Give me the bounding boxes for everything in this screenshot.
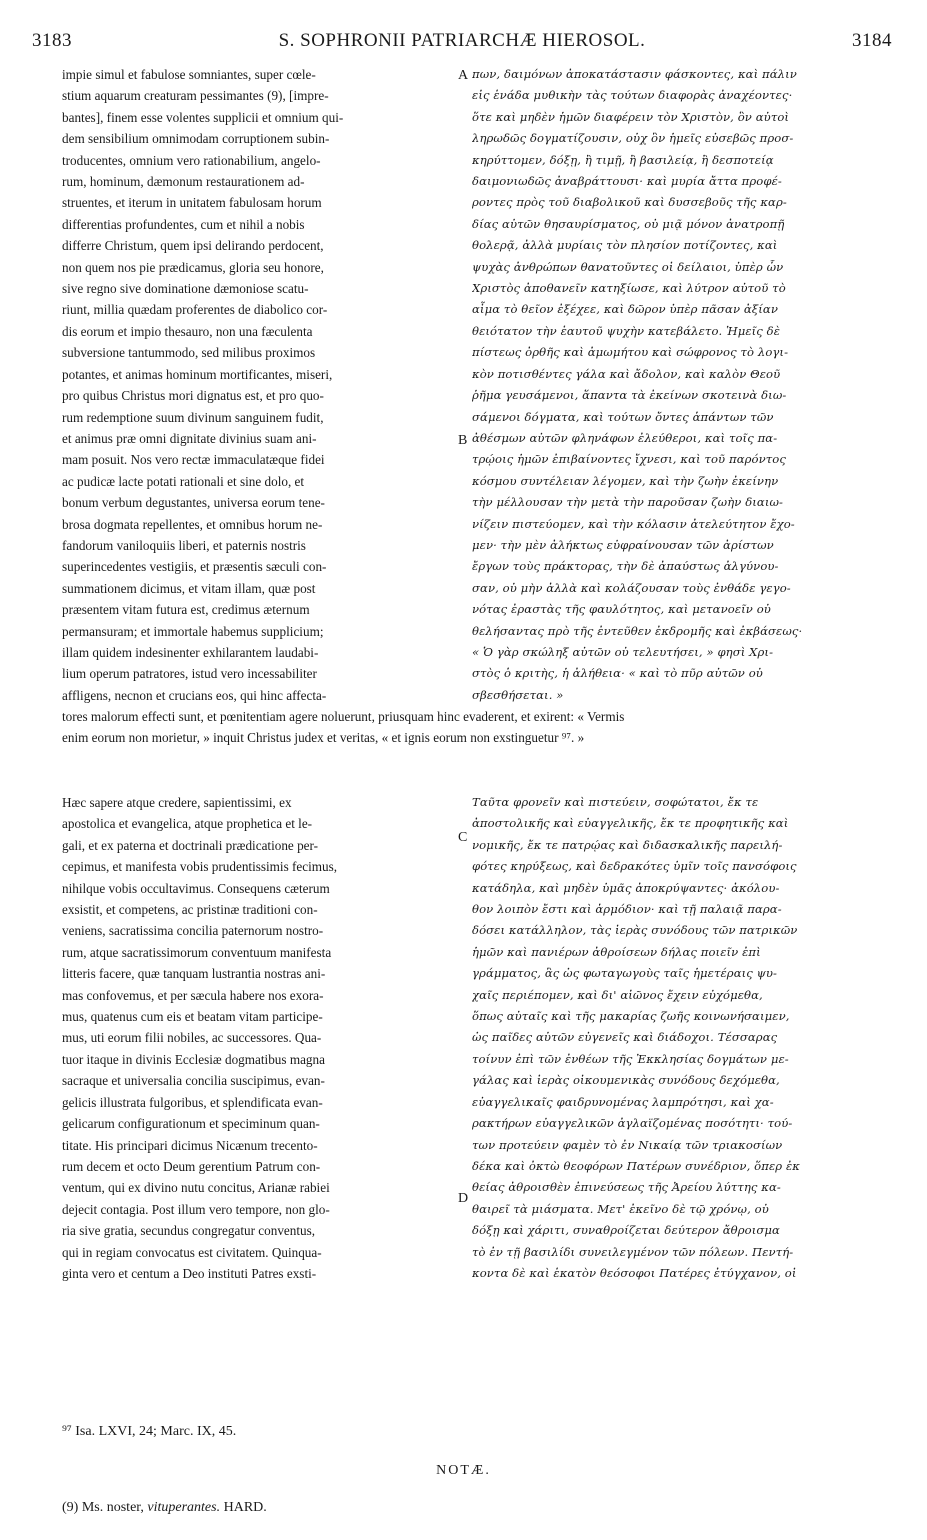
text-line: sacraque et universalia concilia suscipimus, evan- [62, 1073, 325, 1089]
text-line: mus, quatenus cum eis et beatam vitam participe- [62, 1009, 323, 1025]
text-line: θαιρεῖ τὰ μιάσματα. Μετ' ἐκεῖνο δὲ τῷ χρόνῳ, οὐ [472, 1201, 769, 1216]
text-line: sive regno sive dominatione dæmoniose scatu- [62, 281, 309, 297]
full-width-text [62, 706, 892, 749]
text-line: ῥῆμα γευσάμενοι, ἅπαντα τὰ ἐκείνων σκοτεινὰ διω- [472, 388, 787, 403]
text-line: εἰς ἑνάδα μυθικὴν τὰς τούτων διαφορὰς ἀναχέοντες· [472, 88, 793, 103]
text-line: summationem dicimus, et vitam illam, quæ post [62, 580, 316, 596]
section-marker-b: B [458, 433, 468, 448]
text-line: δαιμονιωδῶς ἀναβράττουσι· καὶ μυρία ἄττα προφέ- [472, 174, 782, 189]
text-line: tuor itaque in divinis Ecclesiæ dogmatibus magna [62, 1051, 325, 1067]
section-marker-c: C [458, 830, 468, 845]
note-number: (9) [62, 1500, 79, 1515]
text-line: tores malorum effecti sunt, et pœnitentiam agere noluerunt, priusquam hinc evaderent, et exirent: « Vermis [62, 709, 625, 724]
text-line: bonum verbum degustantes, universa eorum tene- [62, 495, 325, 511]
text-line: πίστεως ὀρθῆς καὶ ἀμωμήτου καὶ σώφρονος τὸ λογι- [472, 345, 789, 360]
text-line: θείας ἀθροισθὲν ἐπινεύσεως τῆς Ἀρείου λύττης κα- [472, 1180, 781, 1195]
text-line: πων, δαιμόνων ἀποκατάστασιν φάσκοντες, καὶ πάλιν [472, 67, 797, 81]
text-line: τὴν μέλλουσαν τὴν μετὰ τὴν παροῦσαν ζωὴν διαιω- [472, 495, 784, 510]
text-line: ἀποστολικῆς καὶ εὐαγγελικῆς, ἔκ τε προφητικῆς καὶ [472, 816, 789, 831]
text-line: θειότατον τὴν ἑαυτοῦ ψυχὴν κατεβάλετο. Ἡμεῖς δὲ [472, 323, 781, 338]
text-line: subversione tantummodo, sed milibus proximos [62, 345, 316, 361]
text-line: νίζειν πιστεύομεν, καὶ τὴν κόλασιν ἀτελεύτητον ἔχο- [472, 516, 795, 531]
text-line: κὸν ποτισθέντες γάλα καὶ ἄδολον, καὶ καλὸν Θεοῦ [472, 366, 781, 381]
text-line: cepimus, et manifesta vobis prudentissimis fecimus, [62, 859, 338, 875]
text-line: δόξῃ καὶ χάριτι, συναθροίζεται δεύτερον ἄθροισμα [472, 1223, 780, 1238]
text-line: τρῴοις ἡμῶν ἐπιβαίνοντες ἴχνεσι, καὶ τοῦ παρόντος [472, 452, 786, 467]
text-line: rum, atque sacratissimorum conventuum manifesta [62, 944, 332, 960]
column-number-right: 3184 [852, 30, 892, 51]
text-line: litteris facere, quæ tanquam lustrantia nostras ani- [62, 966, 326, 982]
text-line: exsistit, et competens, ac pristinæ traditioni con- [62, 902, 318, 918]
text-line: ροντες πρὸς τοῦ διαβολικοῦ καὶ δυσσεβοῦς τῆς καρ- [472, 195, 787, 210]
text-line: τὸ ἐν τῇ βασιλίδι συνειλεγμένον τῶν πόλεων. Πεντή- [472, 1244, 794, 1259]
text-line: νομικῆς, ἔκ τε πατρῴας καὶ διδασκαλικῆς παρειλή- [472, 837, 783, 852]
text-line: κηρύττομεν, δόξῃ, ἢ τιμῇ, ἢ βασιλείᾳ, ἢ δεσποτείᾳ [472, 152, 774, 167]
editorial-note [62, 1500, 267, 1516]
text-line: dejecit contagia. Post illum vero tempore, non glo- [62, 1201, 330, 1217]
text-line: stium aquarum creaturam pessimantes (9), [impre- [62, 88, 329, 104]
text-line: δίας αὐτῶν θησαυρίσματος, οὐ μιᾷ μόνον ἀνατροπῇ [472, 216, 785, 231]
text-line: ὅτε καὶ μηδὲν ἡμῶν διαφέρειν τὸν Χριστὸν, ὃν αὐτοὶ [472, 109, 790, 124]
text-line: θελήσαντας πρὸ τῆς ἐντεῦθεν ἐκδρομῆς καὶ ἐκβάσεως· [472, 623, 803, 638]
text-line: δέκα καὶ ὀκτὼ θεοφόρων Πατέρων συνέδριον, ὅπερ ἐκ [472, 1158, 800, 1173]
note-source: HARD. [223, 1500, 267, 1515]
text-line: enim eorum non morietur, » inquit Christus judex et veritas, « et ignis eorum non exstinguetur ⁹⁷. » [62, 730, 585, 746]
greek-column-bottom [472, 792, 892, 1284]
text-line: rum decem et octo Deum gerentium Patrum con- [62, 1158, 321, 1174]
text-line: veniens, sacratissima concilia paternorum nostro- [62, 923, 324, 939]
footnote: ⁹⁷ Isa. LXVI, 24; Marc. IX, 45. [62, 1424, 237, 1439]
text-line: Ταῦτα φρονεῖν καὶ πιστεύειν, σοφώτατοι, ἔκ τε [472, 795, 759, 809]
text-line: ὡς παῖδες αὐτῶν εὐγενεῖς καὶ διάδοχοι. Τέσσαρας [472, 1030, 778, 1045]
text-line: ac pudicæ lacte potati rationali et sine dolo, et [62, 473, 305, 489]
text-line: κόσμου συντέλειαν λέγομεν, καὶ τὴν ζωὴν ἐκείνην [472, 473, 779, 488]
note-text: Ms. noster, [81, 1500, 144, 1515]
text-line: ria sive gratia, secundus congregatur conventus, [62, 1223, 316, 1239]
text-line: ventum, qui ex divino nutu concitus, Arianæ rabiei [62, 1180, 330, 1196]
text-line: mam posuit. Nos vero rectæ immaculatæque fidei [62, 452, 325, 468]
text-line: mus, uti eorum filii nobiles, ac successores. Qua- [62, 1030, 322, 1046]
text-line: σάμενοι δόγματα, καὶ τούτων ὄντες ἁπάντων τῶν [472, 409, 774, 424]
text-line: brosa dogmata repellentes, et omnibus horum ne- [62, 516, 323, 532]
text-line: pro quibus Christus mori dignatus est, et pro quo- [62, 388, 324, 404]
text-line: dis eorum et impio thesauro, non una fæculenta [62, 323, 313, 339]
latin-column-bottom [62, 792, 454, 1284]
text-line: Χριστὸς ἀποθανεῖν κατηξίωσε, καὶ λύτρον αὐτοῦ τὸ [472, 281, 786, 296]
text-line: illam quidem indesinenter exhilarantem laudabi- [62, 644, 319, 660]
text-line: et animus præ omni dignitate divinius suam ani- [62, 430, 317, 446]
text-line: ginta vero et centum a Deo instituti Patres exsti- [62, 1265, 317, 1281]
text-line: κατάδηλα, καὶ μηδὲν ὑμᾶς ἀποκρύψαντες· ἀκόλου- [472, 880, 780, 895]
text-line: differre Christum, quem ipsi delirando perdocent, [62, 238, 324, 254]
text-line: τοίνυν ἐπὶ τῶν ἐνθέων τῆς Ἐκκλησίας δογμάτων με- [472, 1051, 789, 1066]
notes-heading: NOTÆ. [436, 1463, 491, 1478]
text-line: Hæc sapere atque credere, sapientissimi, ex [62, 795, 292, 810]
greek-column-top [472, 64, 892, 706]
text-line: « Ὁ γὰρ σκώληξ αὐτῶν οὐ τελευτήσει, » φησὶ Χρι- [472, 644, 774, 659]
text-line: θον λοιπὸν ἔστι καὶ ἁρμόδιον· καὶ τῇ παλαιᾷ παρα- [472, 902, 782, 917]
text-line: fandorum vaniloquiis liberi, et paternis nostris [62, 537, 306, 553]
text-line: γράμματος, ἃς ὡς φωταγωγοὺς ταῖς ἡμετέραις ψυ- [472, 966, 778, 981]
text-line: gelicarum configurationum et speciminum quan- [62, 1116, 320, 1132]
text-line: apostolica et evangelica, atque prophetica et le- [62, 816, 313, 832]
text-line: titate. His principari dicimus Nicænum trecento- [62, 1137, 318, 1153]
text-line: σβεσθήσεται. » [472, 687, 564, 702]
text-line: gali, et ex paterna et doctrinali prædicatione per- [62, 837, 319, 853]
text-line: ψυχὰς ἀνθρώπων θανατοῦντες οἱ δείλαιοι, ὑπὲρ ὧν [472, 259, 784, 274]
text-line: superincedentes vestigiis, et præsentis sæculi con- [62, 559, 327, 575]
section-marker-a: A [458, 68, 469, 83]
text-line: non quem nos pie prædicamus, gloria seu honore, [62, 259, 324, 275]
section-marker-d: D [458, 1191, 469, 1206]
text-line: nihilque vobis occultavimus. Consequens cæterum [62, 880, 330, 896]
latin-column-top [62, 64, 454, 706]
text-line: struentes, et iterum in unitatem fabulosam horum [62, 195, 322, 211]
text-line: θολερᾷ, ἀλλὰ μυρίαις τὸν πλησίον ποτίζοντες, καὶ [472, 238, 778, 253]
text-line: permansuram; et immortale habemus supplicium; [62, 623, 324, 639]
text-line: affligens, necnon et crucians eos, qui hinc affecta- [62, 687, 327, 703]
text-line: dem sensibilium omnimodam corruptionem subin- [62, 131, 330, 147]
text-line: qui in regiam convocatus est civitatem. Quinqua- [62, 1244, 322, 1260]
text-line: φότες κηρύξεως, καὶ δεδρακότες ὑμῖν τοῖς πανσόφοις [472, 859, 797, 874]
text-line: ἔργων τοὺς πράκτορας, τὴν δὲ ἀπαύστως ἀλγύνου- [472, 559, 779, 574]
text-line: εὐαγγελικαῖς φαιδρυνομένας λαμπρότησι, καὶ χα- [472, 1094, 774, 1109]
text-line: κοντα δὲ καὶ ἑκατὸν θεόσοφοι Πατέρες ἐτύγχανον, οἱ [472, 1265, 797, 1280]
text-line: lium operum patratores, istud vero incessabiliter [62, 666, 317, 682]
text-line: riunt, millia quædam proferentes de diabolico cor- [62, 302, 328, 318]
text-line: των προτεύειν φαμὲν τὸ ἐν Νικαίᾳ τῶν τριακοσίων [472, 1137, 783, 1152]
text-line: mas confovemus, et per sæcula habere nos exora- [62, 987, 324, 1003]
text-line: ληρωδῶς δογματίζουσιν, οὐχ ὃν ἡμεῖς εὐσεβῶς προσ- [472, 131, 794, 146]
text-line: potantes, et animas hominum mortificantes, miseri, [62, 366, 333, 382]
text-line: μεν· τὴν μὲν ἀλήκτως εὐφραίνουσαν τῶν ἀρίστων [472, 537, 774, 552]
text-line: troducentes, omnium vero rationabilium, angelo- [62, 152, 321, 168]
text-line: γάλας καὶ ἱερὰς οἰκουμενικὰς συνόδους δεχόμεθα, [472, 1073, 780, 1088]
text-line: σαν, οὐ μὴν ἀλλὰ καὶ κολάζουσαν τοὺς ἐνθάδε γεγο- [472, 580, 791, 595]
text-line: impie simul et fabulose somniantes, super cœle- [62, 67, 316, 82]
text-line: præsentem vitam futura est, credimus æternum [62, 602, 310, 618]
running-title: S. SOPHRONII PATRIARCHÆ HIEROSOL. [278, 30, 646, 51]
text-line: αἷμα τὸ θεῖον ἐξέχεε, καὶ δῶρον ὑπὲρ πᾶσαν ἀξίαν [472, 302, 779, 317]
text-line: στὸς ὁ κριτὴς, ἡ ἀλήθεια· « καὶ τὸ πῦρ αὐτῶν οὐ [472, 666, 763, 681]
text-line: rum redemptione suum divinum sanguinem fudit, [62, 409, 324, 425]
page-header [32, 30, 892, 56]
text-line: ρακτήρων εὐαγγελικῶν ἀγλαϊζομένας ποσότητι· τού- [472, 1116, 793, 1131]
text-line: bantes], finem esse volentes supplicii et omnium qui- [62, 109, 344, 125]
text-line: ἀθέσμων αὐτῶν φληνάφων ἐλεύθεροι, καὶ τοῖς πα- [472, 430, 778, 445]
text-line: gelicis illustrata fulgoribus, et splendificata evan- [62, 1094, 323, 1110]
text-line: ὅπως αὐταῖς καὶ τῆς μακαρίας ζωῆς κοινωνήσαιμεν, [472, 1009, 790, 1024]
text-line: rum, hominum, dæmonum restaurationem ad- [62, 174, 305, 190]
column-number-left: 3183 [32, 30, 72, 51]
text-line: ἡμῶν καὶ πανιέρων ἀθροίσεων δήλας ποιεῖν ἐπὶ [472, 944, 761, 959]
text-line: δόσει κατάλληλον, τὰς ἱερὰς συνόδους τῶν πατρικῶν [472, 923, 798, 938]
text-line: νότας ἐραστὰς τῆς φαυλότητος, καὶ μετανοεῖν οὐ [472, 602, 771, 617]
note-italic: vituperantes. [147, 1500, 221, 1515]
text-line: differentias profundentes, cum et nihil a nobis [62, 216, 305, 232]
text-line: χαῖς περιέπομεν, καὶ δι' αἰῶνος ἔχειν εὐχόμεθα, [472, 987, 763, 1002]
